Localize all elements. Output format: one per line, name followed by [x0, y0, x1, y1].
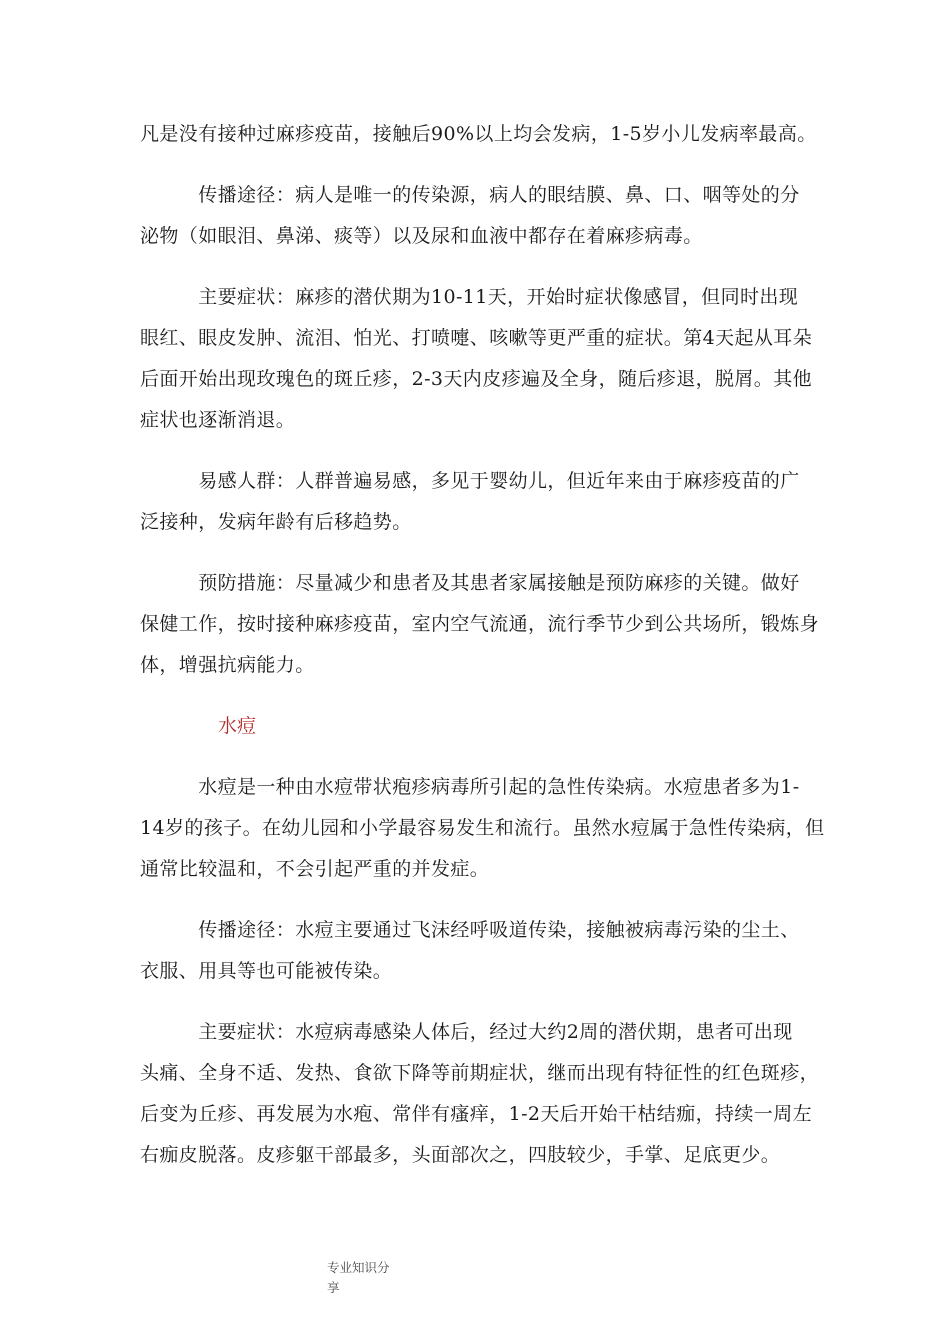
- footer-line: 专业知识分: [327, 1260, 390, 1275]
- paragraph-line: 症状也逐渐消退。: [140, 409, 296, 431]
- paragraph-line: 眼红、眼皮发肿、流泪、怕光、打喷嚏、咳嗽等更严重的症状。第4天起从耳朵: [140, 327, 813, 349]
- paragraph-line: 主要症状：水痘病毒感染人体后，经过大约2周的潜伏期，患者可出现: [140, 1021, 793, 1043]
- paragraph-line: 14岁的孩子。在幼儿园和小学最容易发生和流行。虽然水痘属于急性传染病，但: [140, 817, 825, 839]
- paragraph-line: 体，增强抗病能力。: [140, 654, 315, 676]
- paragraph-line: 预防措施：尽量减少和患者及其患者家属接触是预防麻疹的关键。做好: [140, 572, 800, 594]
- paragraph-line: 后变为丘疹、再发展为水疱、常伴有瘙痒，1-2天后开始干枯结痂，持续一周左: [140, 1103, 812, 1125]
- paragraph-line: 泌物（如眼泪、鼻涕、痰等）以及尿和血液中都存在着麻疹病毒。: [140, 225, 703, 247]
- paragraph-line: 易感人群：人群普遍易感，多见于婴幼儿，但近年来由于麻疹疫苗的广: [140, 470, 800, 492]
- paragraph-line: 凡是没有接种过麻疹疫苗，接触后90%以上均会发病，1-5岁小儿发病率最高。: [140, 123, 817, 145]
- paragraph-line: 头痛、全身不适、发热、食欲下降等前期症状，继而出现有特征性的红色斑疹，: [140, 1062, 820, 1084]
- paragraph-line: 后面开始出现玫瑰色的斑丘疹，2-3天内皮疹遍及全身，随后疹退，脱屑。其他: [140, 368, 812, 390]
- paragraph-line: 泛接种，发病年龄有后移趋势。: [140, 511, 412, 533]
- page-footer: [327, 1258, 417, 1298]
- paragraph-line: 保健工作，按时接种麻疹疫苗，室内空气流通，流行季节少到公共场所，锻炼身: [140, 613, 820, 635]
- footer-line: 享: [327, 1280, 340, 1295]
- paragraph-line: 主要症状：麻疹的潜伏期为10-11天，开始时症状像感冒，但同时出现: [140, 286, 799, 308]
- section-heading: 水痘: [218, 715, 257, 737]
- paragraph-line: 传播途径：水痘主要通过飞沫经呼吸道传染，接触被病毒污染的尘土、: [140, 919, 800, 941]
- paragraph-line: 衣服、用具等也可能被传染。: [140, 960, 393, 982]
- paragraph-line: 右痂皮脱落。皮疹躯干部最多，头面部次之，四肢较少，手掌、足底更少。: [140, 1144, 781, 1166]
- paragraph-line: 水痘是一种由水痘带状疱疹病毒所引起的急性传染病。水痘患者多为1-: [140, 776, 800, 798]
- paragraph-line: 传播途径：病人是唯一的传染源，病人的眼结膜、鼻、口、咽等处的分: [140, 184, 800, 206]
- paragraph-line: 通常比较温和，不会引起严重的并发症。: [140, 858, 490, 880]
